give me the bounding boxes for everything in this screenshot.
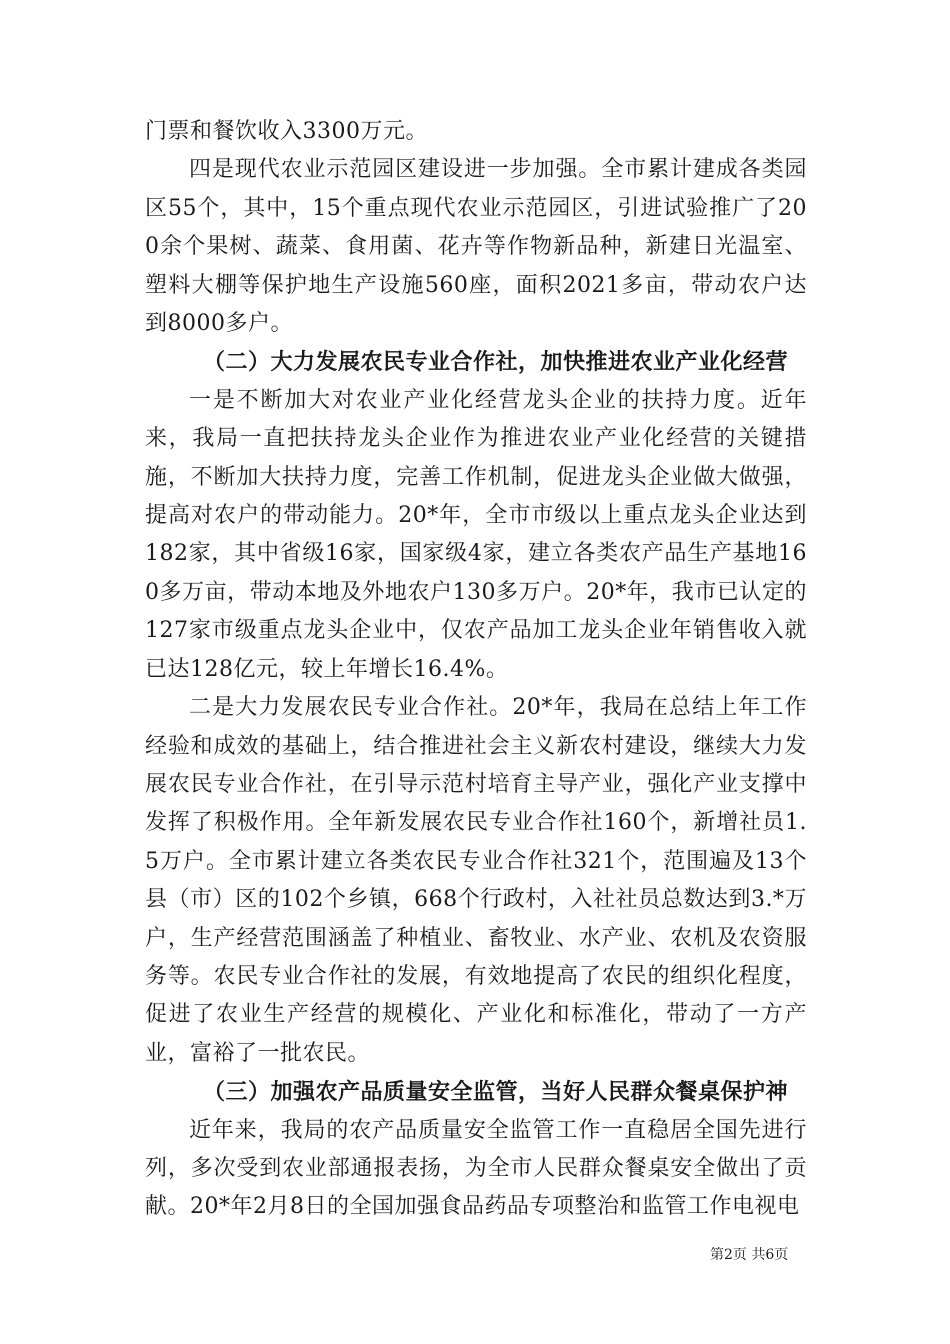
- page-number-footer: [710, 1246, 830, 1264]
- paragraph-continuation: 门票和餐饮收入3300万元。: [145, 119, 428, 144]
- current-page-number: 2: [724, 1247, 733, 1263]
- section-heading-3: （三）加强农产品质量安全监管，当好人民群众餐桌保护神: [203, 1079, 789, 1106]
- paragraph-demo-park: 四是现代农业示范园区建设进一步加强。全市累计建成各类园区55个，其中，15个重点现代农业示范园区，引进试验推广了200余个果树、蔬菜、食用菌、花卉等作物新品种，新建日光温室、塑料大棚等保护地生产设施560座，面积2021多亩，带动农户达到8000多户。: [145, 157, 807, 337]
- paragraph-cooperatives: 二是大力发展农民专业合作社。20*年，我局在总结上年工作经验和成效的基础上，结合推进社会主义新农村建设，继续大力发展农民专业合作社，在引导示范村培育主导产业，强化产业支撑中发挥了积极作用。全年新发展农民专业合作社160个，新增社员1.5万户。全市累计建立各类农民专业合作社321个，范围遍及13个县（市）区的102个乡镇，668个行政村，入社社员总数达到3.*万户，生产经营范围涵盖了种植业、畜牧业、水产业、农机及农资服务等。农民专业合作社的发展，有效地提高了农民的组织化程度，促进了农业生产经营的规模化、产业化和标准化，带动了一方产业，富裕了一批农民。: [145, 695, 807, 1066]
- paragraph-leading-enterprises: 一是不断加大对农业产业化经营龙头企业的扶持力度。近年来，我局一直把扶持龙头企业作为推进农业产业化经营的关键措施，不断加大扶持力度，完善工作机制，促进龙头企业做大做强，提高对农户的带动能力。20*年，全市市级以上重点龙头企业达到182家，其中省级16家，国家级4家，建立各类农产品生产基地160多万亩，带动本地及外地农户130多万户。20*年，我市已认定的127家市级重点龙头企业中，仅农产品加工龙头企业年销售收入就已达128亿元，较上年增长16.4%。: [145, 387, 807, 682]
- page-label-middle: 页 共: [732, 1247, 766, 1263]
- paragraph-quality-safety: 近年来，我局的农产品质量安全监管工作一直稳居全国先进行列，多次受到农业部通报表扬，为全市人民群众餐桌安全做出了贡献。20*年2月8日的全国加强食品药品专项整治和监管工作电视电: [145, 1117, 807, 1220]
- page-label-prefix: 第: [710, 1247, 724, 1263]
- page-label-suffix: 页: [774, 1247, 789, 1263]
- section-heading-2: （二）大力发展农民专业合作社，加快推进农业产业化经营: [203, 349, 789, 376]
- total-pages-number: 6: [765, 1247, 775, 1263]
- document-body: [145, 113, 807, 1227]
